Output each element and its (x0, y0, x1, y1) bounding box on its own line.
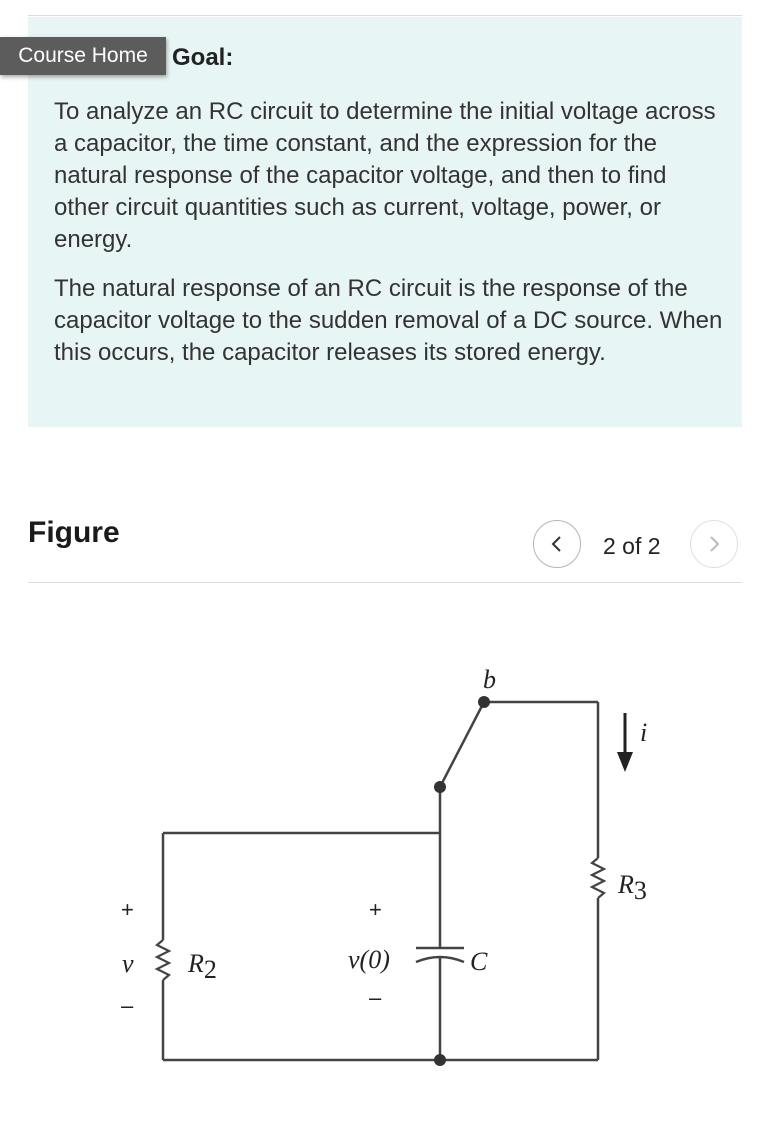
goal-paragraph-1: To analyze an RC circuit to determine the initial voltage across a capacitor, the time constant, and the expression for the natural response of the capacitor voltage, and then to find other circuit quantities such as current, voltage, power, or energy. (54, 98, 716, 253)
bottom-node (434, 1054, 446, 1066)
figure-page-indicator: 2 of 2 (603, 533, 661, 559)
v-label: v (122, 949, 134, 978)
goal-paragraph-2: The natural response of an RC circuit is the response of the capacitor voltage to the sudden removal of a DC source. When this occurs, the capacitor releases its stored energy. (54, 275, 723, 366)
capacitor-label: C (470, 947, 488, 976)
figure-divider (28, 582, 742, 583)
v0-label: v(0) (348, 945, 390, 974)
next-figure-button[interactable] (690, 520, 738, 568)
v0-plus-sign: + (369, 897, 382, 922)
r3-resistor (592, 858, 604, 898)
v-minus-sign: – (121, 993, 134, 1018)
chevron-left-icon (549, 534, 565, 554)
node-b (478, 696, 490, 708)
r2-resistor (157, 940, 169, 980)
switch-pivot-node (434, 781, 446, 793)
course-home-button[interactable]: Course Home (0, 37, 166, 75)
top-divider (28, 15, 742, 16)
chevron-right-icon (706, 534, 722, 554)
current-label: i (640, 718, 648, 747)
node-b-label: b (483, 665, 496, 694)
v0-minus-sign: – (369, 985, 382, 1010)
switch-blade (440, 702, 484, 787)
r2-label: R2 (188, 949, 217, 984)
figure-heading: Figure (28, 516, 120, 549)
goal-heading: Goal: (172, 44, 234, 71)
r3-label: R3 (618, 870, 647, 905)
v-plus-sign: + (121, 897, 134, 922)
previous-figure-button[interactable] (533, 520, 581, 568)
rc-circuit-diagram (0, 600, 758, 1100)
current-arrow-icon (617, 752, 633, 772)
